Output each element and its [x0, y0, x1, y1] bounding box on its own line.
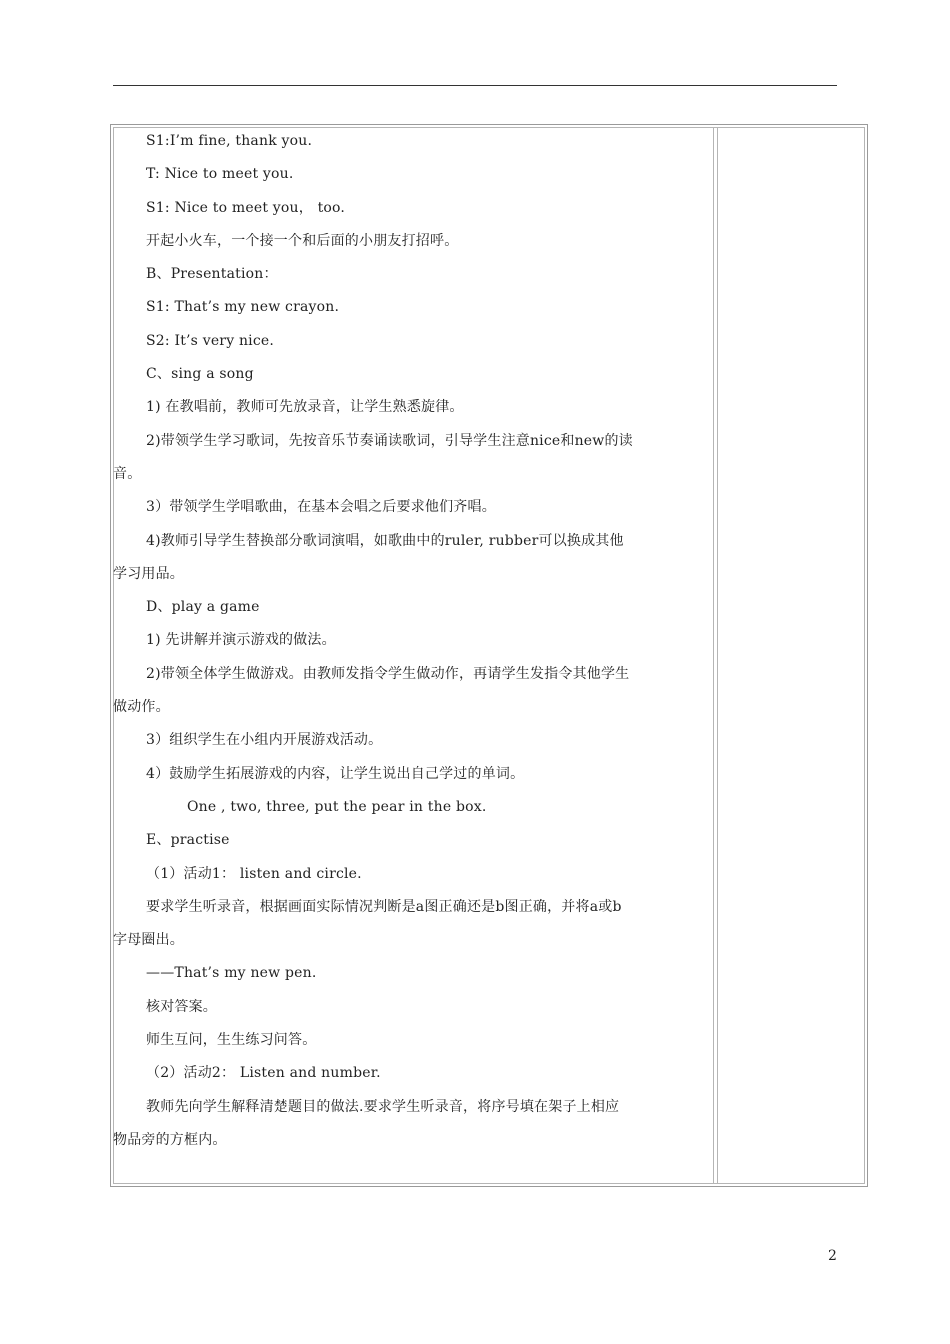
section-heading: C、sing a song — [146, 366, 254, 383]
text-line: 核对答案。 — [146, 998, 217, 1015]
text-line: 开起小火车，一个接一个和后面的小朋友打招呼。 — [146, 232, 459, 249]
text-line: 4)教师引导学生替换部分歌词演唱，如歌曲中的ruler, rubber可以换成其他 — [146, 532, 624, 549]
text-line: ——That’s my new pen. — [146, 965, 317, 982]
text-line: S2: It’s very nice. — [146, 332, 275, 349]
header-rule — [113, 85, 837, 86]
text-line: 教师先向学生解释清楚题目的做法.要求学生听录音，将序号填在架子上相应 — [146, 1098, 620, 1115]
text-line: 师生互问，生生练习问答。 — [146, 1032, 317, 1049]
text-line: 要求学生听录音，根据画面实际情况判断是a图正确还是b图正确，并将a或b — [146, 898, 622, 915]
text-line-continued: 物品旁的方框内。 — [113, 1131, 227, 1148]
text-line: S1: That’s my new crayon. — [146, 299, 340, 316]
text-line-continued: 做动作。 — [113, 699, 170, 716]
page-number: 2 — [828, 1248, 837, 1264]
text-line: T: Nice to meet you. — [146, 166, 294, 183]
text-line: S1:I’m fine, thank you. — [146, 133, 313, 149]
lesson-content — [113, 125, 716, 1157]
text-line: 2)带领全体学生做游戏。由教师发指令学生做动作，再请学生发指令其他学生 — [146, 665, 630, 682]
column-separator — [717, 127, 718, 1184]
text-line: 2)带领学生学习歌词，先按音乐节奏诵读歌词，引导学生注意nice和new的读 — [146, 432, 633, 449]
text-line: 3）带领学生学唱歌曲，在基本会唱之后要求他们齐唱。 — [146, 499, 496, 516]
text-line: 1) 在教唱前，教师可先放录音，让学生熟悉旋律。 — [146, 399, 464, 416]
text-line: （1）活动1： listen and circle. — [146, 865, 362, 882]
section-heading: D、play a game — [146, 599, 260, 616]
text-line: 3）组织学生在小组内开展游戏活动。 — [146, 732, 383, 749]
text-line: 4）鼓励学生拓展游戏的内容，让学生说出自己学过的单词。 — [146, 765, 525, 782]
text-line-continued: 学习用品。 — [113, 565, 184, 582]
text-line: S1: Nice to meet you， too. — [146, 199, 346, 216]
text-line: （2）活动2： Listen and number. — [146, 1065, 381, 1082]
text-line: 1) 先讲解并演示游戏的做法。 — [146, 632, 336, 649]
text-line-continued: 音。 — [113, 465, 142, 482]
text-line: One , two, three, put the pear in the box. — [187, 798, 487, 815]
section-heading: B、Presentation： — [146, 266, 278, 283]
text-line-continued: 字母圈出。 — [113, 932, 184, 949]
section-heading: E、practise — [146, 832, 230, 849]
